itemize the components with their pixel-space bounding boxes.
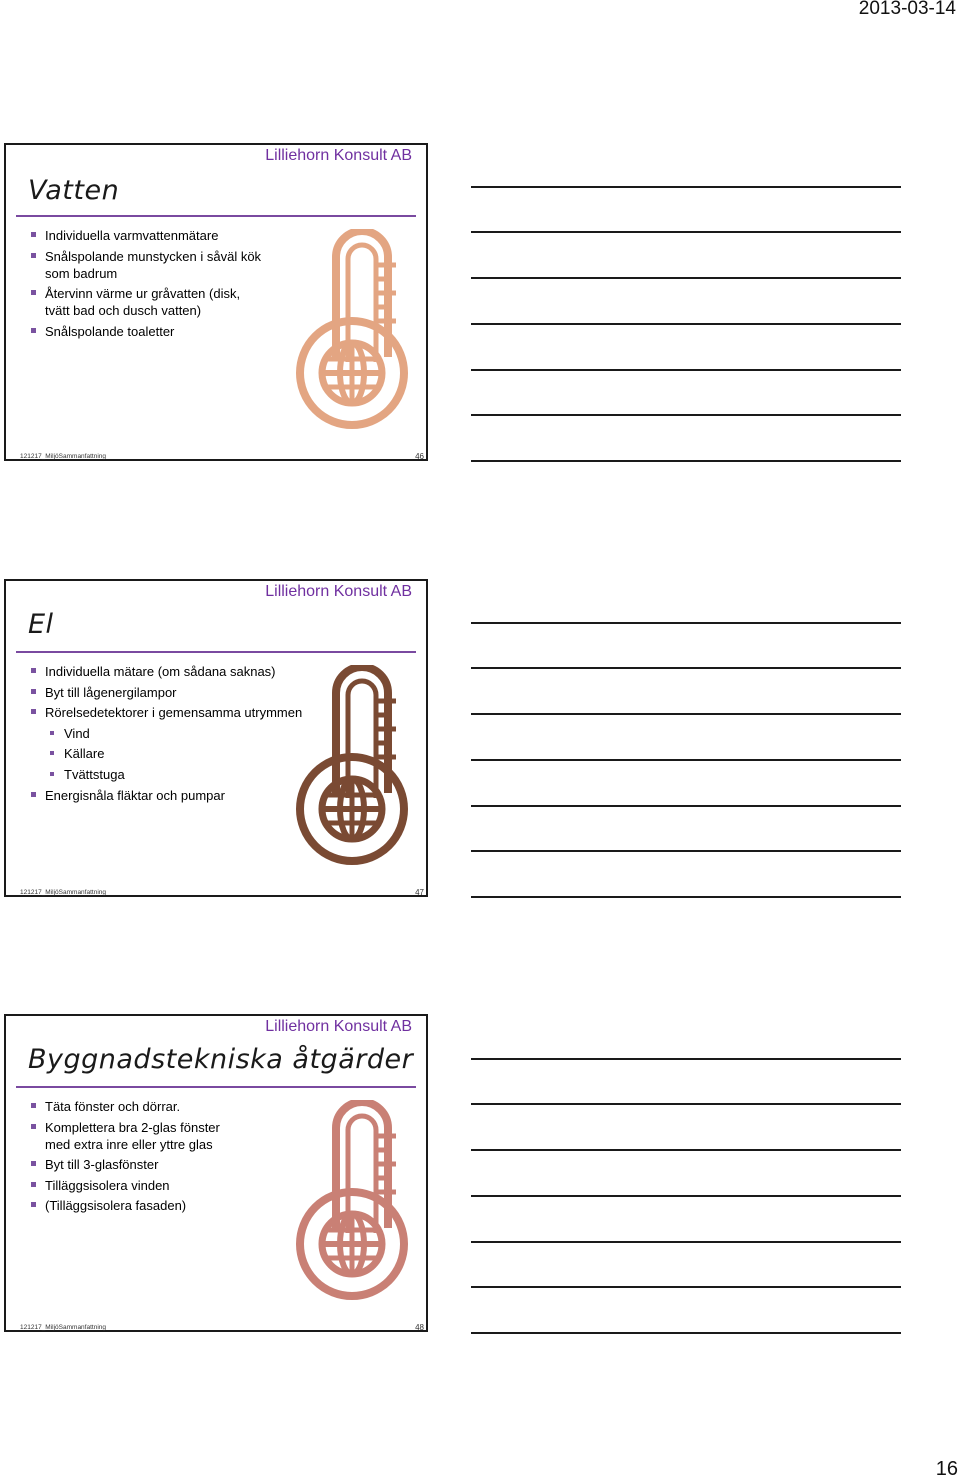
note-line: [471, 1103, 901, 1105]
list-item: Snålspolande munstycken i såväl kök som badrum: [28, 248, 268, 282]
list-item: Tilläggsisolera vinden: [28, 1177, 243, 1194]
note-line: [471, 460, 901, 462]
note-line: [471, 713, 901, 715]
slide-title: Vatten: [28, 175, 120, 206]
list-item: Energisnåla fläktar och pumpar: [28, 787, 328, 804]
slide-title: El: [28, 609, 54, 640]
note-line: [471, 323, 901, 325]
note-line: [471, 414, 901, 416]
note-line: [471, 759, 901, 761]
slide-byggnadstekniska: [4, 1014, 428, 1332]
company-name: Lilliehorn Konsult AB: [265, 1018, 412, 1035]
note-line: [471, 1149, 901, 1151]
note-line: [471, 231, 901, 233]
note-line: [471, 667, 901, 669]
list-item: Individuella varmvattenmätare: [28, 227, 268, 244]
note-line: [471, 369, 901, 371]
slide-el: [4, 579, 428, 897]
list-item: Tvättstuga: [28, 766, 328, 783]
note-line: [471, 1195, 901, 1197]
slide-footer-label: 121217_MiljöSammanfattning: [20, 453, 106, 460]
title-divider: [16, 651, 416, 653]
page-number: 16: [935, 1458, 958, 1480]
title-divider: [16, 215, 416, 217]
company-name: Lilliehorn Konsult AB: [265, 583, 412, 600]
note-line: [471, 850, 901, 852]
slide-vatten: [4, 143, 428, 461]
list-item: (Tilläggsisolera fasaden): [28, 1197, 243, 1214]
slide-footer-label: 121217_MiljöSammanfattning: [20, 1324, 106, 1331]
list-item: Återvinn värme ur gråvatten (disk, tvätt bad och dusch vatten): [28, 285, 268, 319]
note-line: [471, 896, 901, 898]
slide-number: 47: [415, 888, 424, 897]
thermometer-globe-icon: [294, 1100, 414, 1306]
list-item: Källare: [28, 745, 328, 762]
title-divider: [16, 1086, 416, 1088]
bullet-list: [28, 1098, 243, 1218]
thermometer-globe-icon: [294, 229, 414, 435]
slide-title: Byggnadstekniska åtgärder: [28, 1044, 414, 1075]
slide-number: 48: [415, 1323, 424, 1332]
list-item: Komplettera bra 2-glas fönster med extra inre eller yttre glas: [28, 1119, 243, 1153]
list-item: Individuella mätare (om sådana saknas): [28, 663, 328, 680]
list-item: Byt till 3-glasfönster: [28, 1156, 243, 1173]
company-name: Lilliehorn Konsult AB: [265, 147, 412, 164]
note-line: [471, 1058, 901, 1060]
list-item: Rörelsedetektorer i gemensamma utrymmen: [28, 704, 328, 721]
note-line: [471, 277, 901, 279]
slide-footer-label: 121217_MiljöSammanfattning: [20, 889, 106, 896]
list-item: Snålspolande toaletter: [28, 323, 268, 340]
slide-number: 46: [415, 452, 424, 461]
thermometer-globe-icon: [294, 665, 414, 871]
note-line: [471, 186, 901, 188]
bullet-list: [28, 663, 328, 807]
list-item: Vind: [28, 725, 328, 742]
bullet-list: [28, 227, 268, 343]
note-line: [471, 805, 901, 807]
note-line: [471, 1332, 901, 1334]
page-date: 2013-03-14: [858, 0, 956, 19]
note-line: [471, 1241, 901, 1243]
list-item: Täta fönster och dörrar.: [28, 1098, 243, 1115]
note-line: [471, 622, 901, 624]
note-line: [471, 1286, 901, 1288]
list-item: Byt till lågenergilampor: [28, 684, 328, 701]
